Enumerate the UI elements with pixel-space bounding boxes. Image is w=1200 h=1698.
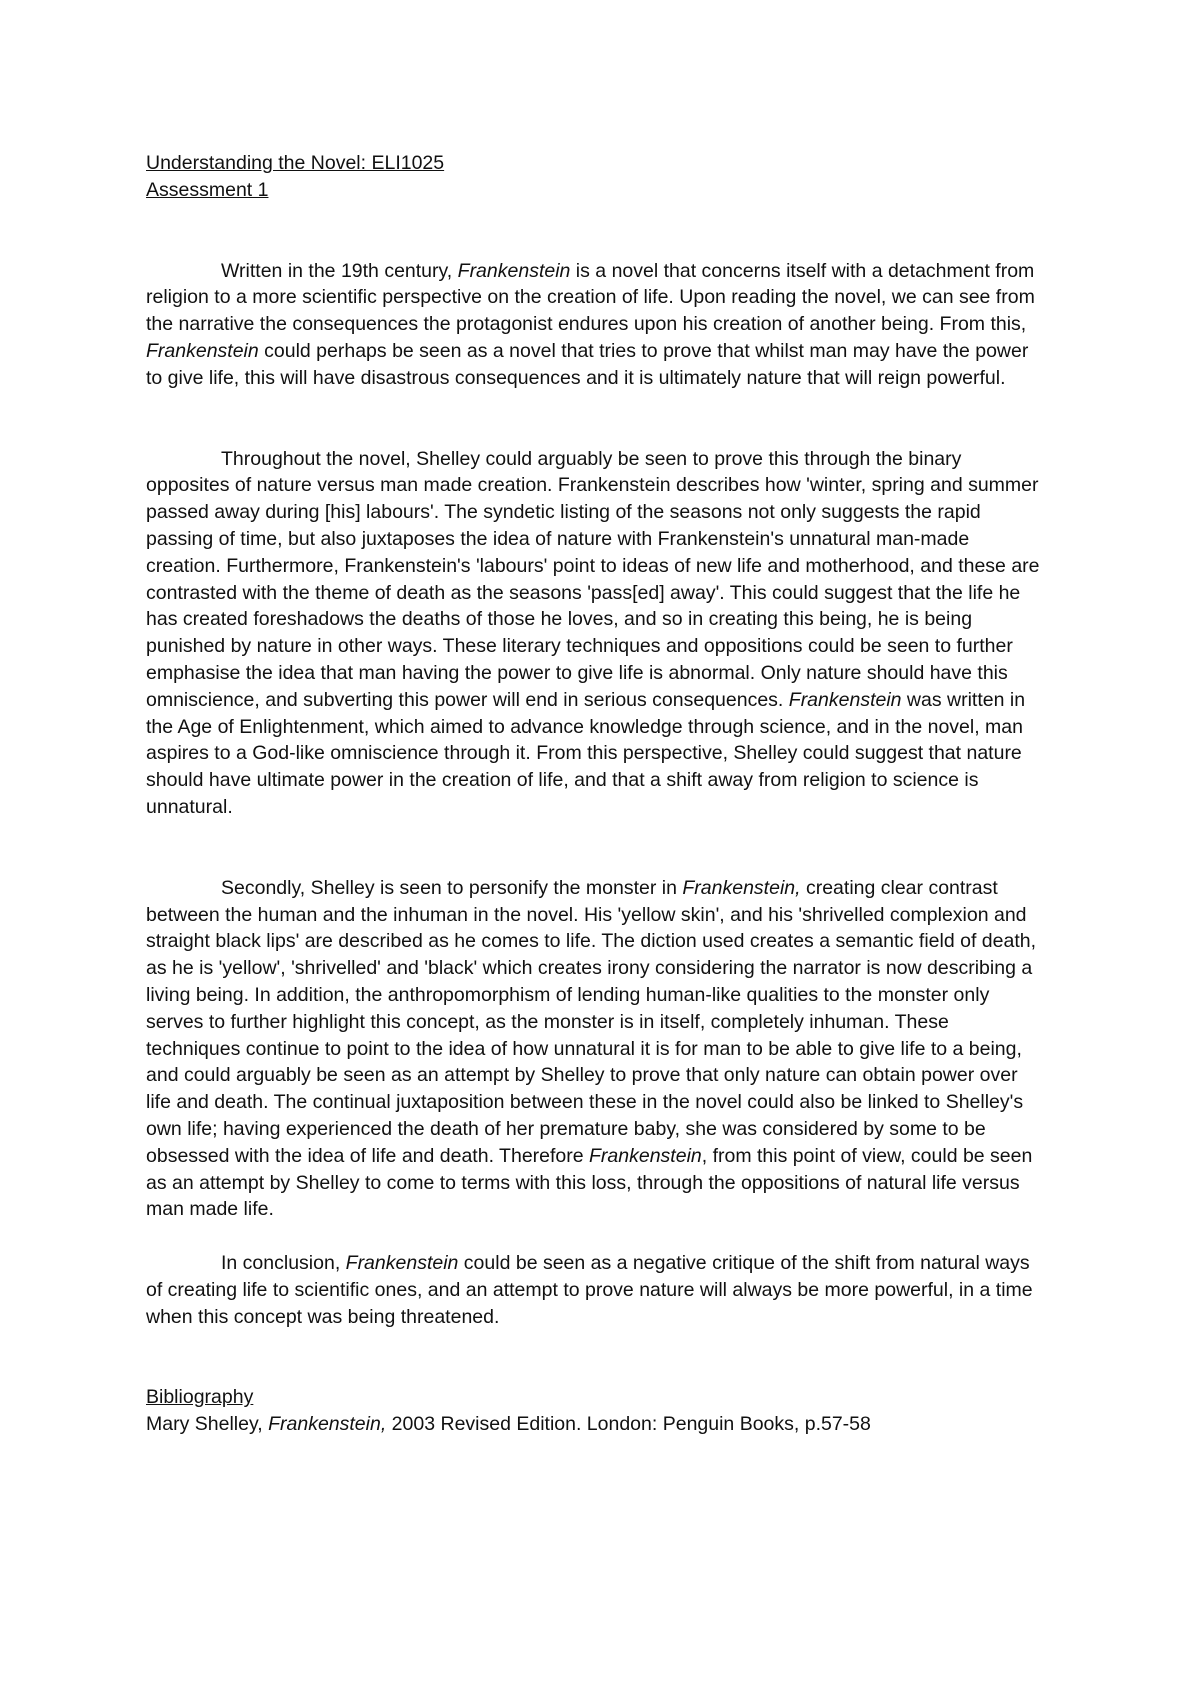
paragraph-intro bbox=[146, 258, 1046, 392]
spacer bbox=[146, 1330, 1046, 1384]
bibliography-heading: Bibliography bbox=[146, 1386, 254, 1409]
text-run: is a novel that concerns itself with a detachment from religion to a more scientific perspective on the creation of life. Upon reading the novel, we can see from the narrative the consequences the protagonist endures upon his creation of another being. From this, bbox=[146, 259, 1035, 336]
text-run: could be seen as a negative critique of the shift from natural ways of creating life to scientific ones, and an attempt to prove nature will always be more powerful, in a time when this concept was being threatened. bbox=[146, 1252, 1033, 1328]
italic-title-run: Frankenstein, bbox=[682, 876, 801, 899]
paragraph-personification bbox=[146, 875, 1046, 1223]
text-run: could perhaps be seen as a novel that tries to prove that whilst man may have the power to give life, this will have disastrous consequences and it is ultimately nature that will reign powerful. bbox=[146, 339, 1029, 389]
course-title: Understanding the Novel: ELI1025 bbox=[146, 152, 445, 174]
text-run: Written in the 19th century, bbox=[221, 259, 458, 282]
bibliography-entry bbox=[146, 1411, 1046, 1438]
paragraph-conclusion bbox=[146, 1250, 1046, 1330]
bib-details: 2003 Revised Edition. London: Penguin Books, p.57-58 bbox=[386, 1413, 871, 1436]
text-run: was written in the Age of Enlightenment, which aimed to advance knowledge through science, and in the novel, man aspires to a God-like omniscience through it. From this perspective, Shelley could suggest that nature should have ultimate power in the creation of life, and that a shift away from religion to science is unnatural. bbox=[146, 688, 1026, 818]
italic-title-run: Frankenstein bbox=[788, 688, 902, 711]
italic-title-run: Frankenstein bbox=[345, 1252, 459, 1275]
bib-book-title: Frankenstein, bbox=[268, 1413, 387, 1436]
text-run: creating clear contrast between the human and the inhuman in the novel. His 'yellow skin', and his 'shrivelled complexion and straight black lips' are described as he comes to life. The diction used creates a semantic field of death, as he is 'yellow', 'shrivelled' and 'black' which creates irony considering the narrator is now describing a living being. In addition, the anthropomorphism of lending human-like qualities to the monster only serves to further highlight this concept, as the monster is in itself, completely inhuman. These techniques continue to point to the idea of how unnatural it is for man to be able to give life to a being, and could arguably be seen as an attempt by Shelley to prove that only nature can obtain power over life and death. The continual juxtaposition between these in the novel could also be linked to Shelley's own life; having experienced the death of her premature baby, she was considered by some to be obsessed with the idea of life and death. Therefore bbox=[146, 876, 1037, 1167]
text-run: Secondly, Shelley is seen to personify the monster in bbox=[221, 876, 683, 899]
text-run: Throughout the novel, Shelley could arguably be seen to prove this through the binary opposites of nature versus man made creation. Frankenstein describes how 'winter, spring and summer passed away during [his] labours'. The syndetic listing of the seasons not only suggests the rapid passing of time, but also juxtaposes the idea of nature with Frankenstein's unnatural man-made creation. Furthermore, Frankenstein's 'labours' point to ideas of new life and motherhood, and these are contrasted with the theme of death as the seasons 'pass[ed] away'. This could suggest that the life he has created foreshadows the deaths of those he loves, and so in creating this being, he is being punished by nature in other ways. These literary techniques and oppositions could be seen to further emphasise the idea that man having the power to give life is abnormal. Only nature should have this omniscience, and subverting this power will end in serious consequences. bbox=[146, 447, 1040, 711]
paragraph-nature-vs-creation bbox=[146, 446, 1046, 821]
text-run: , from this point of view, could be seen as an attempt by Shelley to come to terms with this loss, through the oppositions of natural life versus man made life. bbox=[146, 1144, 1033, 1221]
italic-title-run: Frankenstein bbox=[146, 339, 259, 362]
assessment-title: Assessment 1 bbox=[146, 178, 269, 201]
bib-author: Mary Shelley, bbox=[146, 1413, 269, 1436]
spacer bbox=[146, 1223, 1046, 1250]
spacer bbox=[146, 392, 1046, 446]
italic-title-run: Frankenstein bbox=[589, 1144, 702, 1167]
text-run: In conclusion, bbox=[221, 1252, 346, 1275]
spacer bbox=[146, 821, 1046, 875]
document-body bbox=[146, 150, 1046, 1438]
spacer bbox=[146, 204, 1046, 258]
italic-title-run: Frankenstein bbox=[457, 259, 571, 282]
